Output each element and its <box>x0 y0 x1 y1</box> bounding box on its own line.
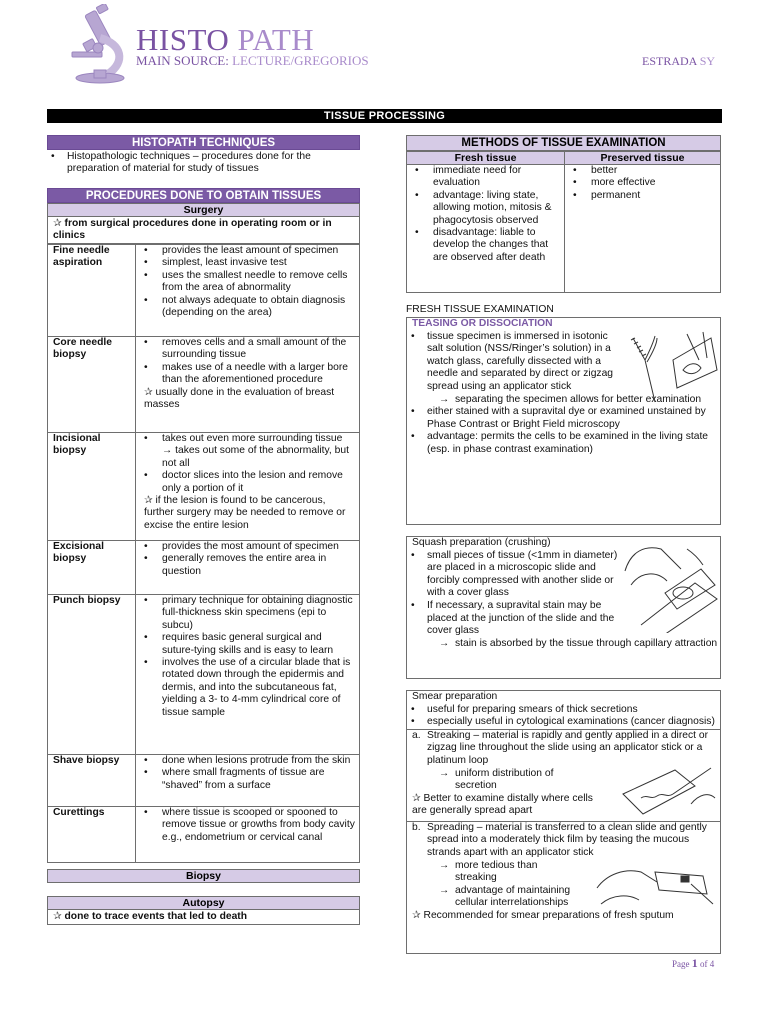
squash-box <box>406 536 721 679</box>
techniques-section <box>47 135 360 175</box>
list-item: • doctor slices into the lesion and remove only a portion of it <box>136 470 355 495</box>
table-row <box>48 541 360 595</box>
list-item: • provides the most amount of specimen <box>136 541 355 553</box>
row-label: Incisional biopsy <box>48 433 136 541</box>
list-item: • done when lesions protrude from the skin <box>136 755 355 767</box>
note: ✰ Better to examine distally where cells are generally spread apart <box>412 792 593 817</box>
column-header: Fresh tissue <box>407 152 565 165</box>
techniques-heading: HISTOPATH TECHNIQUES <box>47 135 360 150</box>
microscope-logo-icon <box>64 4 130 86</box>
table-row <box>48 755 360 807</box>
list-item: • takes out even more surrounding tissue → takes out some of the abnormality, but not all <box>136 433 355 470</box>
pin-icon: ✰ <box>53 911 62 922</box>
techniques-item: • Histopathologic techniques – procedures done for the preparation of material for study of tissues <box>47 151 360 175</box>
list-item: • better <box>565 165 716 177</box>
table-row <box>48 245 360 337</box>
list-item: • removes cells and a small amount of the surrounding tissue <box>136 337 355 362</box>
table-header-row <box>407 152 721 165</box>
row-note: usually done in the evaluation of breast masses <box>144 386 335 411</box>
list-item: • either stained with a supravital dye or examined unstained by Phase Contrast or Bright Field microscopy <box>407 406 720 431</box>
pin-icon: ✰ <box>53 218 62 229</box>
table-row <box>48 807 360 863</box>
list-item: b. Spreading – material is transferred to a clean slide and gently spread into a moderately thick film by teasing the mucous strands apart with an applicator stick <box>412 821 707 858</box>
list-item: • especially useful in cytological examinations (cancer diagnosis) <box>407 716 720 729</box>
procedures-section <box>47 188 360 863</box>
row-label: Punch biopsy <box>48 595 136 755</box>
list-item: • advantage: living state, allowing motion, mitosis & phagocytosis observed <box>407 190 560 227</box>
teasing-box <box>406 317 721 525</box>
list-item: • requires basic general surgical and suture-tying skills and is easy to learn <box>136 632 355 657</box>
spreading-illustration-icon <box>595 864 715 924</box>
list-item: a. Streaking – material is rapidly and gently applied in a direct or zigzag line throughout the slide using an applicator stick or a platinum loop <box>412 729 709 766</box>
autopsy-heading: Autopsy <box>47 896 360 910</box>
table-row <box>407 165 721 293</box>
spreading-section <box>407 821 720 939</box>
surgery-note: ✰ from surgical procedures done in operating room or in clinics <box>47 217 360 244</box>
list-item: • disadvantage: liable to develop the changes that are observed after death <box>407 227 560 264</box>
section-title: TISSUE PROCESSING <box>47 109 722 123</box>
main-source: MAIN SOURCE: LECTURE/GREGORIOS <box>136 53 369 68</box>
list-item: • involves the use of a circular blade that is rotated down through the epidermis and dermis, and into the subcutaneous fat, yielding a 3- to 4-mm cylindrical core of tissue sample <box>136 657 355 719</box>
row-label: Core needle biopsy <box>48 337 136 433</box>
row-label: Shave biopsy <box>48 755 136 807</box>
squash-illustration-icon <box>621 541 719 633</box>
table-row <box>48 337 360 433</box>
pin-icon: ✰ <box>144 495 153 507</box>
column-header: Preserved tissue <box>565 152 721 165</box>
note: ✰ Recommended for smear preparations of fresh sputum <box>412 909 674 921</box>
methods-heading: METHODS OF TISSUE EXAMINATION <box>406 135 721 151</box>
fresh-exam-title: FRESH TISSUE EXAMINATION <box>406 304 554 315</box>
autopsy-section <box>47 896 360 925</box>
biopsy-heading: Biopsy <box>47 869 360 883</box>
squash-label: Squash preparation (crushing) <box>412 537 551 548</box>
smear-label: Smear preparation <box>412 691 498 702</box>
list-item: • where small fragments of tissue are “shaved” from a surface <box>136 767 355 792</box>
list-item: • permanent <box>565 190 716 202</box>
row-label: Curettings <box>48 807 136 863</box>
list-item: • immediate need for evaluation <box>407 165 560 190</box>
arrow-note: → uniform distribution of secretion <box>407 768 597 793</box>
list-item: • tissue specimen is immersed in isotonic salt solution (NSS/Ringer’s solution) in a watch glass, carefully dissected with a needle and separated by direct or zigzag spread using an applicator stick <box>407 331 619 394</box>
brand-title: HISTO PATH <box>136 22 315 57</box>
methods-section <box>406 135 721 293</box>
list-item: • where tissue is scooped or spooned to remove tissue or growths from body cavity e.g., endometrium or cervical canal <box>136 807 355 844</box>
methods-table <box>406 151 721 293</box>
list-item: • If necessary, a supravital stain may be placed at the junction of the slide and the cover glass <box>407 600 619 638</box>
list-item: • generally removes the entire area in question <box>136 553 355 578</box>
arrow-note: → stain is absorbed by the tissue through capillary attraction <box>407 638 720 651</box>
list-item: • not always adequate to obtain diagnosis (depending on the area) <box>136 295 355 320</box>
autopsy-note: ✰ done to trace events that led to death <box>47 910 360 925</box>
arrow-note: → more tedious than streaking <box>407 860 567 885</box>
page-indicator: Page 1 of 4 <box>672 956 715 970</box>
procedures-heading: PROCEDURES DONE TO OBTAIN TISSUES <box>47 188 360 203</box>
row-label: Fine needle aspiration <box>48 245 136 337</box>
pin-icon: ✰ <box>412 909 421 921</box>
table-row <box>48 595 360 755</box>
smear-box <box>406 690 721 954</box>
pin-icon: ✰ <box>144 386 153 398</box>
table-row <box>48 433 360 541</box>
list-item: • makes use of a needle with a larger bore than the aforementioned procedure <box>136 362 355 387</box>
teasing-illustration-icon <box>625 330 719 404</box>
list-item: • primary technique for obtaining diagnostic full-thickness skin specimens (epi to subcu) <box>136 595 355 632</box>
list-item: • useful for preparing smears of thick secretions <box>407 704 720 717</box>
streaking-section <box>407 729 720 821</box>
list-item: • small pieces of tissue (<1mm in diameter) are placed in a microscopic slide and forcibly compressed with another slide or with a cover glass <box>407 550 619 600</box>
teasing-label: TEASING OR DISSOCIATION <box>412 318 553 329</box>
list-item: • more effective <box>565 177 716 189</box>
list-item: • uses the smallest needle to remove cells from the area of abnormality <box>136 270 355 295</box>
arrow-note: → advantage of maintaining cellular interrelationships <box>407 885 597 910</box>
author-name: ESTRADA SY <box>642 54 716 68</box>
procedures-table <box>47 244 360 863</box>
list-item: • simplest, least invasive test <box>136 257 355 269</box>
pin-icon: ✰ <box>412 792 421 804</box>
row-label: Excisional biopsy <box>48 541 136 595</box>
list-item: • provides the least amount of specimen <box>136 245 355 257</box>
streaking-illustration-icon <box>621 764 717 822</box>
row-note: if the lesion is found to be cancerous, further surgery may be needed to remove or excise the entire lesion <box>144 495 346 531</box>
arrow-note: → separating the specimen allows for better examination <box>407 394 720 407</box>
list-item: • advantage: permits the cells to be examined in the living state (esp. in phase contrast examination) <box>407 431 720 456</box>
surgery-subheading: Surgery <box>47 203 360 217</box>
